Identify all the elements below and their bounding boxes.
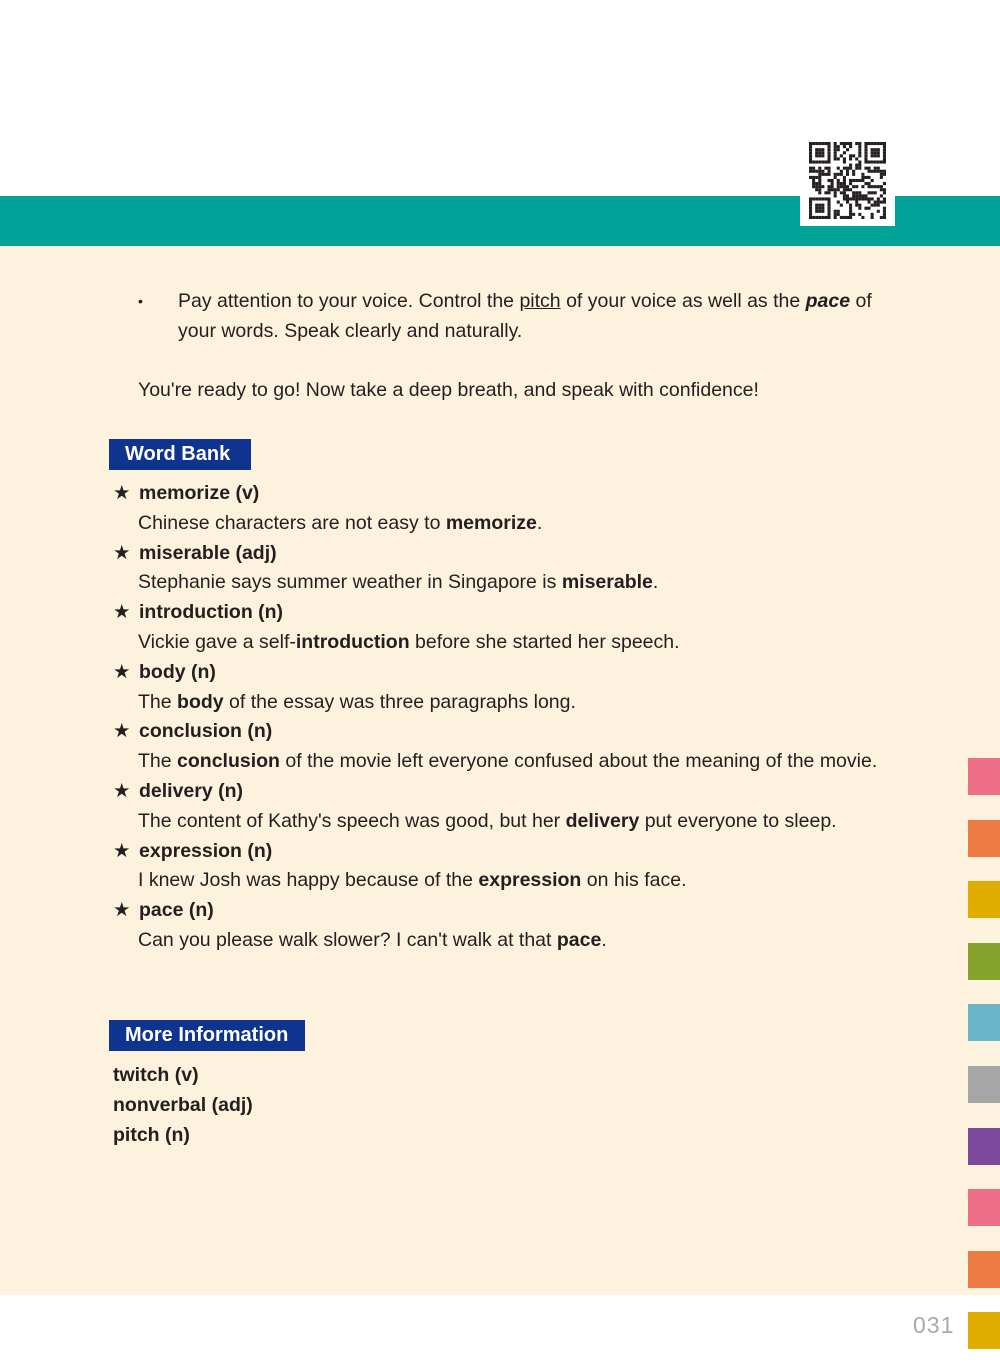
sentence-keyword: introduction <box>295 630 410 653</box>
star-icon: ★ <box>113 660 131 683</box>
sentence-part: before she started her speech. <box>409 630 680 653</box>
star-icon: ★ <box>113 779 131 802</box>
star-icon: ★ <box>113 899 131 922</box>
more-information-list <box>113 1060 253 1150</box>
qr-code[interactable] <box>800 134 895 226</box>
term-label: miserable (adj) <box>139 541 277 564</box>
sentence-keyword: body <box>177 690 224 713</box>
qr-code-icon <box>809 142 886 219</box>
sentence-keyword: expression <box>478 869 582 892</box>
word-bank-term <box>113 658 893 688</box>
word-bank-entry <box>113 837 893 897</box>
word-bank-term <box>113 777 893 807</box>
chapter-tab[interactable] <box>968 758 1000 795</box>
sentence-part: The <box>138 750 178 773</box>
term-label: introduction (n) <box>139 601 284 624</box>
sentence-part: . <box>652 571 659 594</box>
sentence-part: The content of Kathy's speech was good, but her <box>138 809 566 832</box>
word-bank-entry <box>113 598 893 658</box>
example-sentence <box>113 628 893 658</box>
sentence-part: Can you please walk slower? I can't walk at that <box>138 928 557 951</box>
word-bank-term <box>113 479 893 509</box>
chapter-tab[interactable] <box>968 820 1000 857</box>
word-bank-term <box>113 717 893 747</box>
sentence-keyword: miserable <box>561 571 653 594</box>
chapter-tab[interactable] <box>968 881 1000 918</box>
term-label: conclusion (n) <box>139 720 273 743</box>
sentence-part: . <box>601 928 607 951</box>
word-bank-term <box>113 539 893 569</box>
term-label: delivery (n) <box>139 779 244 802</box>
more-information-heading: More Information <box>109 1020 305 1051</box>
closing-sentence: You're ready to go! Now take a deep breath, and speak with confidence! <box>138 379 759 401</box>
more-info-item: nonverbal (adj) <box>113 1094 253 1116</box>
tip-text <box>178 286 898 346</box>
word-bank-entry <box>113 539 893 599</box>
star-icon: ★ <box>113 482 131 504</box>
word-bank-list <box>113 479 893 956</box>
sentence-part: Chinese characters are not easy to <box>138 511 446 534</box>
word-bank-heading: Word Bank <box>109 439 251 470</box>
tip-pace-word: pace <box>805 290 851 312</box>
sentence-keyword: delivery <box>565 809 640 832</box>
sentence-part: Stephanie says summer weather in Singapore is <box>138 571 562 594</box>
more-info-item: pitch (n) <box>113 1124 190 1146</box>
tip-pitch-word: pitch <box>519 290 561 312</box>
tip-text-part: Pay attention to your voice. Control the <box>178 290 520 312</box>
star-icon: ★ <box>113 601 131 624</box>
sentence-part: of the essay was three paragraphs long. <box>223 690 576 713</box>
chapter-tab[interactable] <box>968 1251 1000 1288</box>
chapter-tab[interactable] <box>968 1004 1000 1041</box>
word-bank-term <box>113 598 893 628</box>
word-bank-term <box>113 837 893 867</box>
sentence-part: The <box>138 690 178 713</box>
more-info-item: twitch (v) <box>113 1064 199 1086</box>
example-sentence <box>113 688 893 718</box>
sentence-part: . <box>536 511 543 534</box>
example-sentence <box>113 509 893 539</box>
example-sentence <box>113 926 893 956</box>
star-icon: ★ <box>113 839 131 862</box>
chapter-tab[interactable] <box>968 943 1000 980</box>
sentence-keyword: memorize <box>445 511 537 534</box>
page-number: 031 <box>913 1312 955 1338</box>
sentence-part: of the movie left everyone confused about the meaning of the movie. <box>279 750 878 773</box>
term-label: body (n) <box>139 660 216 683</box>
sentence-part: on his face. <box>581 869 687 892</box>
word-bank-entry <box>113 896 893 956</box>
word-bank-entry <box>113 717 893 777</box>
tip-text-part: of your words. Speak clearly and naturally. <box>178 290 872 342</box>
sentence-keyword: conclusion <box>177 750 280 773</box>
tip-text-part: of your voice as well as the <box>560 290 806 312</box>
word-bank-entry <box>113 479 893 539</box>
example-sentence <box>113 747 893 777</box>
sentence-part: Vickie gave a self- <box>138 630 296 653</box>
term-label: expression (n) <box>139 839 273 862</box>
chapter-tab[interactable] <box>968 1128 1000 1165</box>
bullet-marker: • <box>138 293 143 309</box>
word-bank-term <box>113 896 893 926</box>
sentence-part: put everyone to sleep. <box>639 809 837 832</box>
term-label: pace (n) <box>139 899 214 922</box>
chapter-tab[interactable] <box>968 1066 1000 1103</box>
chapter-tab[interactable] <box>968 1312 1000 1349</box>
star-icon: ★ <box>113 541 131 564</box>
sentence-keyword: pace <box>556 928 602 951</box>
star-icon: ★ <box>113 720 131 743</box>
word-bank-entry <box>113 658 893 718</box>
chapter-tab[interactable] <box>968 1189 1000 1226</box>
term-label: memorize (v) <box>139 482 260 504</box>
sentence-part: I knew Josh was happy because of the <box>138 869 479 892</box>
example-sentence <box>113 568 893 598</box>
example-sentence <box>113 866 893 896</box>
word-bank-entry <box>113 777 893 837</box>
example-sentence <box>113 807 893 837</box>
